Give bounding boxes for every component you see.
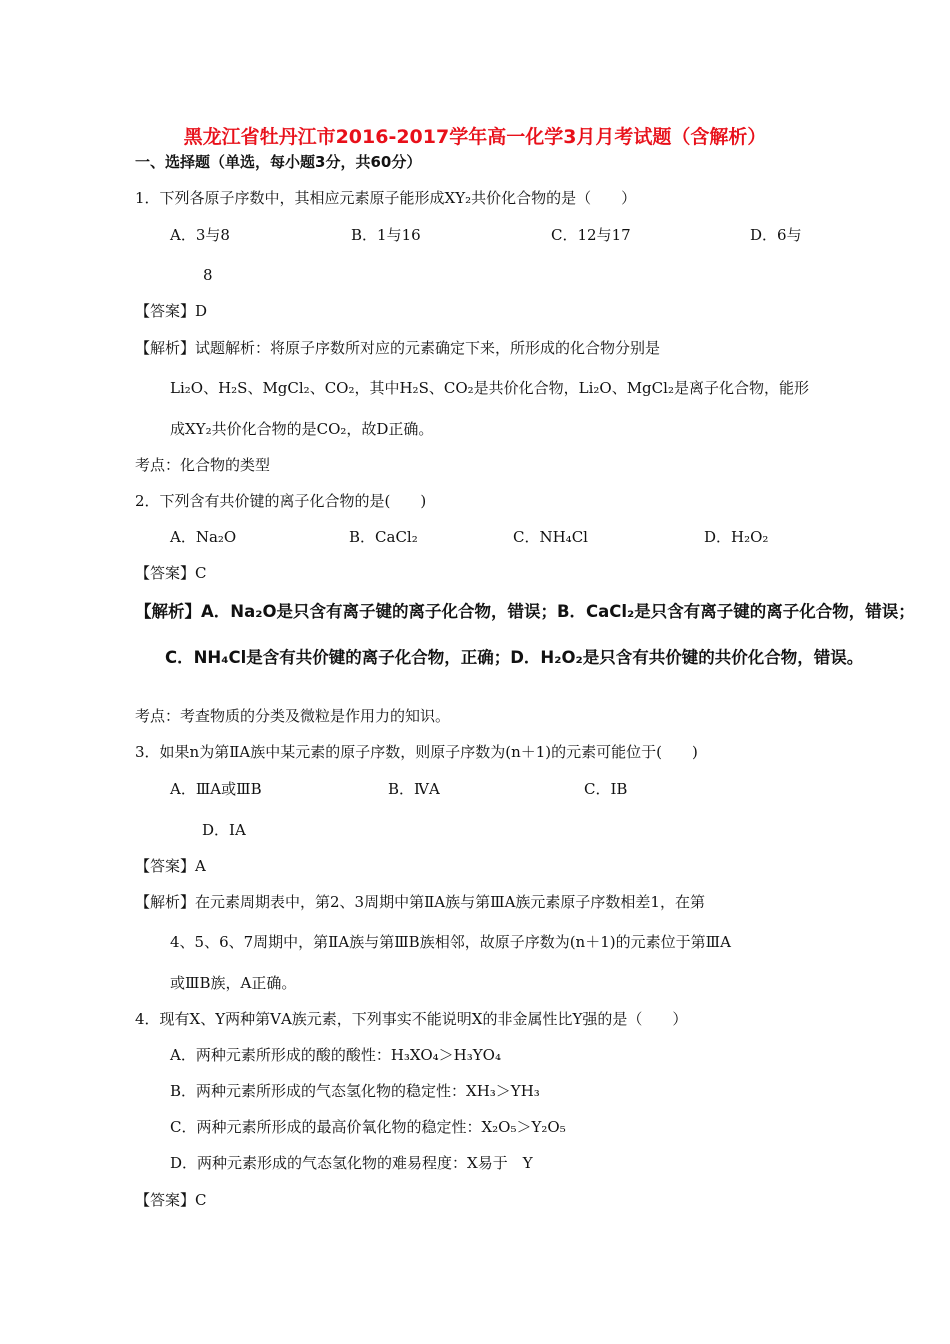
q4-option-c: C．两种元素所形成的最高价氧化物的稳定性：X₂O₅＞Y₂O₅ [170,1118,566,1136]
q4-stem: 4．现有X、Y两种第ⅤA族元素，下列事实不能说明X的非金属性比Y强的是（ ） [135,1010,688,1028]
q2-option-d: D．H₂O₂ [704,528,769,546]
q1-answer: 【答案】D [135,302,208,320]
q3-option-a: A．ⅢA或ⅢB [170,780,262,798]
document-title: 黑龙江省牡丹江市2016-2017学年高一化学3月月考试题（含解析） [183,126,767,148]
q1-option-d-cont: 8 [203,266,213,284]
q3-analysis-line: 或ⅢB族，A正确。 [170,974,297,992]
q1-option-a: A．3与8 [170,226,230,244]
q2-stem: 2．下列含有共价键的离子化合物的是( ) [135,492,427,510]
q2-option-c: C．NH₄Cl [513,528,588,546]
q1-stem: 1．下列各原子序数中，其相应元素原子能形成XY₂共价化合物的是（ ） [135,189,637,207]
q4-option-a: A．两种元素所形成的酸的酸性：H₃XO₄＞H₃YO₄ [170,1046,501,1064]
q3-analysis-line: 【解析】在元素周期表中，第2、3周期中第ⅡA族与第ⅢA族元素原子序数相差1，在第 [135,893,705,911]
q1-option-c: C．12与17 [551,226,631,244]
q2-option-b: B．CaCl₂ [349,528,418,546]
q4-answer: 【答案】C [135,1191,207,1209]
q2-point: 考点：考查物质的分类及微粒是作用力的知识。 [135,707,451,725]
q3-option-b: B．ⅣA [388,780,440,798]
q3-option-c: C．ⅠB [584,780,628,798]
q1-option-b: B．1与16 [351,226,421,244]
q2-analysis-line: 【解析】A．Na₂O是只含有离子键的离子化合物，错误；B．CaCl₂是只含有离子键的离子化合物，错误； [135,602,915,621]
q3-stem: 3．如果n为第ⅡA族中某元素的原子序数，则原子序数为(n＋1)的元素可能位于( ) [135,743,698,761]
q1-analysis-line: Li₂O、H₂S、MgCl₂、CO₂，其中H₂S、CO₂是共价化合物，Li₂O、MgCl₂是离子化合物，能形 [170,379,809,397]
q1-analysis-line: 成XY₂共价化合物的是CO₂，故D正确。 [170,420,434,438]
q3-answer: 【答案】A [135,857,206,875]
q2-answer: 【答案】C [135,564,207,582]
q2-option-a: A．Na₂O [170,528,237,546]
q1-option-d: D．6与 [750,226,802,244]
q1-analysis-line: 【解析】试题解析：将原子序数所对应的元素确定下来，所形成的化合物分别是 [135,339,661,357]
q3-option-d: D．ⅠA [202,821,246,839]
q4-option-b: B．两种元素所形成的气态氢化物的稳定性：XH₃＞YH₃ [170,1082,540,1100]
section-heading: 一、选择题（单选，每小题3分，共60分） [135,153,422,171]
q2-analysis-line: C．NH₄Cl是含有共价键的离子化合物，正确；D．H₂O₂是只含有共价键的共价化合物，错误。 [165,648,864,667]
q1-point: 考点：化合物的类型 [135,456,271,474]
q3-analysis-line: 4、5、6、7周期中，第ⅡA族与第ⅢB族相邻，故原子序数为(n＋1)的元素位于第ⅢA [170,933,731,951]
q4-option-d: D．两种元素形成的气态氢化物的难易程度：X易于 Y [170,1154,533,1172]
